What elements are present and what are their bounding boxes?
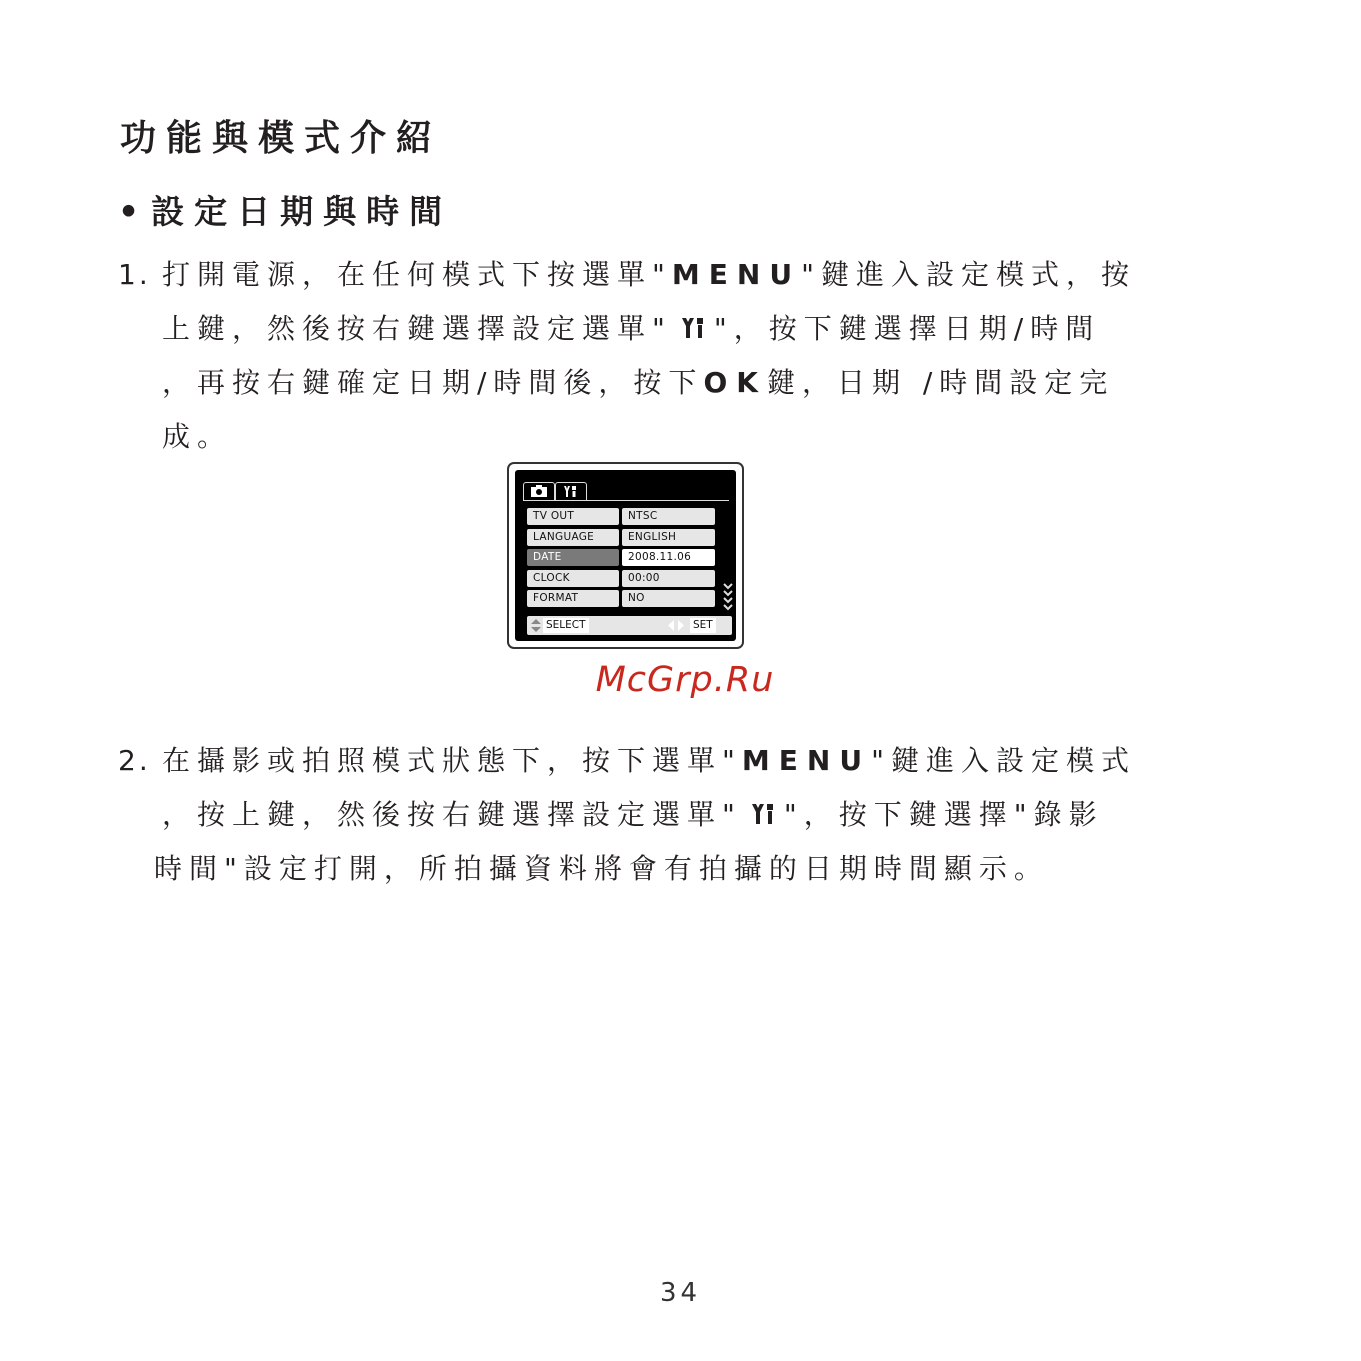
section-heading (118, 186, 452, 233)
setting-label: CLOCK (527, 570, 619, 587)
step-number: 1. (118, 258, 151, 291)
camera-icon (524, 483, 554, 499)
setup-menu-icon (680, 316, 706, 340)
bullet: • (118, 192, 140, 231)
setting-value: ENGLISH (622, 529, 715, 546)
menu-key-label: MENU (671, 258, 802, 291)
setting-value: 2008.11.06 (622, 549, 715, 566)
setting-label: TV OUT (527, 508, 619, 525)
setting-label: LANGUAGE (527, 529, 619, 546)
settings-row-tv-out (527, 507, 717, 528)
step-text: 成。 (162, 420, 233, 453)
step-1-line-3 (118, 356, 1233, 410)
step-1-line-1 (118, 248, 1233, 302)
step-text: 上鍵，然後按右鍵選擇設定選單" (162, 312, 672, 345)
settings-row-format (527, 589, 717, 610)
ok-key-label: OK (703, 366, 767, 399)
step-1-line-4 (118, 410, 1233, 464)
settings-list (527, 507, 717, 610)
scroll-down-icon (722, 582, 734, 612)
step-2 (118, 734, 1233, 896)
page-title: 功能與模式介紹 (120, 118, 443, 159)
step-text: "，按下鍵選擇日期/時間 (713, 312, 1101, 345)
step-text: ，再按右鍵確定日期/時間後，按下 (162, 366, 704, 399)
setting-label: FORMAT (527, 590, 619, 607)
setup-icon (556, 483, 586, 499)
section-heading-text: 設定日期與時間 (151, 192, 453, 231)
camera-lcd-illustration (507, 462, 744, 649)
settings-row-date (527, 548, 717, 569)
settings-row-clock (527, 569, 717, 590)
page-number: 34 (659, 1278, 702, 1308)
menu-tabs (523, 478, 729, 501)
step-2-line-2 (118, 788, 1233, 842)
step-2-line-1 (118, 734, 1233, 788)
setting-value: 00:00 (622, 570, 715, 587)
menu-key-label: MENU (741, 744, 872, 777)
select-label: SELECT (543, 618, 589, 633)
step-text: "鍵進入設定模式 (871, 744, 1136, 777)
step-number: 2. (118, 744, 151, 777)
step-1-line-2 (118, 302, 1233, 356)
left-right-icon (667, 618, 685, 633)
setting-value: NTSC (622, 508, 715, 525)
step-text: 打開電源，在任何模式下按選單" (162, 258, 672, 291)
camera-tab (523, 482, 555, 500)
step-1 (118, 248, 1233, 464)
step-text: 時間"設定打開，所拍攝資料將會有拍攝的日期時間顯示。 (154, 852, 1049, 885)
settings-row-language (527, 528, 717, 549)
up-down-icon (530, 618, 542, 633)
lcd-display (515, 470, 736, 641)
setup-tab (555, 482, 587, 500)
setting-label: DATE (527, 549, 619, 566)
setting-value: NO (622, 590, 715, 607)
step-text: 在攝影或拍照模式狀態下，按下選單" (162, 744, 742, 777)
step-text: 鍵，日期 /時間設定完 (766, 366, 1115, 399)
step-2-line-3 (118, 842, 1233, 896)
step-text: ，按上鍵，然後按右鍵選擇設定選單" (162, 798, 742, 831)
step-text: "鍵進入設定模式，按 (801, 258, 1136, 291)
step-text: "，按下鍵選擇"錄影 (783, 798, 1104, 831)
setup-menu-icon (750, 802, 776, 826)
watermark: McGrp.Ru (595, 660, 775, 700)
lcd-help-bar (527, 616, 732, 635)
set-label: SET (690, 618, 716, 633)
